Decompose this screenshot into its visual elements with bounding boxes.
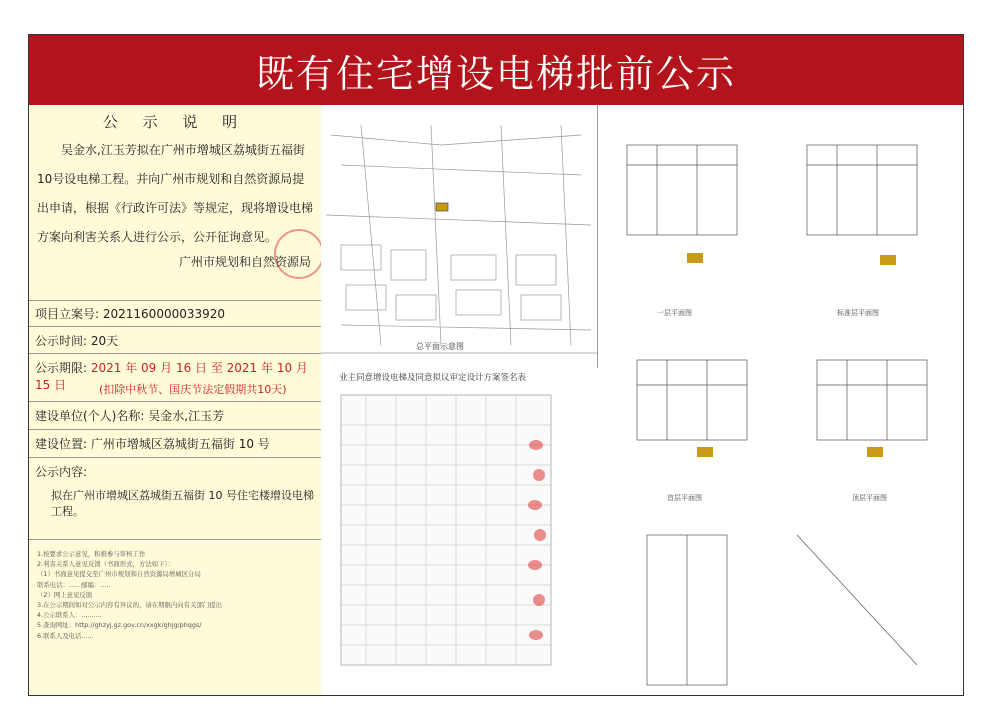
project-label: 项目立案号:	[35, 307, 100, 321]
notice-signature: 广州市规划和自然资源局	[179, 255, 312, 269]
divider	[29, 429, 321, 430]
builder-label: 建设单位(个人)名称:	[35, 409, 145, 423]
plan-caption: 标准层平面图	[837, 309, 879, 317]
note-line: 3.在公示期间如对公示内容有异议的，请在期限内向有关部门提出	[37, 601, 223, 610]
divider	[29, 457, 321, 458]
content-label: 公示内容:	[35, 465, 88, 479]
signature-table	[321, 367, 597, 695]
note-line: 1.按要求公示意见，积极参与审核工作	[37, 550, 146, 558]
site-plan-caption: 总平面示意图	[416, 342, 464, 351]
page-title: 既有住宅增设电梯批前公示	[255, 51, 736, 96]
content-value: 拟在广州市增城区荔城街五福街 10 号住宅楼增设电梯工程。	[51, 489, 314, 518]
note-line: 联系电话：..... 邮编：.....	[37, 580, 111, 589]
notes-list	[37, 549, 317, 641]
plan-caption: 顶层平面图	[852, 494, 887, 502]
note-line: 5.查询网址：http://ghzyj.gz.gov.cn/xxgk/ghjg/phqgs/	[37, 621, 202, 630]
floor-plans-drawing	[597, 105, 963, 695]
period-value: 20天	[90, 334, 119, 348]
divider	[29, 300, 321, 301]
table-heading: 业主同意增设电梯及同意拟议审定设计方案签名表	[339, 373, 527, 383]
note-line: （2）网上意见反馈	[37, 590, 93, 599]
notice-heading: 公 示 说 明	[102, 113, 248, 131]
divider	[29, 326, 321, 327]
note-line: （1）书面意见提交至广州市规划和自然资源局增城区分局	[37, 570, 201, 579]
divider	[29, 539, 321, 540]
site-plan	[321, 105, 598, 368]
plan-caption: 首层平面图	[667, 494, 702, 502]
notice-paragraph: 吴金水,江玉芳拟在广州市增城区荔城街五福街 10号设电梯工程。并向广州市规划和自然资源局提出申请，根据《行政许可法》等规定，现将增设电梯方案向利害关系人进行公示，公开征询意见。	[37, 143, 314, 244]
notice-panel	[29, 105, 322, 695]
builder-value: 吴金水,江玉芳	[148, 409, 225, 423]
deadline-note: (扣除中秋节、国庆节法定假期共10天)	[99, 383, 287, 396]
note-line: 2.利害关系人意见反馈（书面形式，方法如下）：	[37, 560, 175, 569]
project-number: 2021160000033920	[102, 307, 226, 321]
note-line: 6.联系人及电话......	[37, 631, 94, 640]
location-value: 广州市增城区荔城街五福街 10 号	[90, 437, 270, 451]
deadline-value: 2021 年 09 月 16 日 至 2021 年 10 月 15 日	[35, 361, 308, 392]
period-label: 公示时间:	[35, 334, 88, 348]
plan-caption: 一层平面图	[657, 309, 692, 317]
title-banner	[29, 35, 963, 105]
note-line: 4.公示联系人：..........	[37, 611, 102, 620]
notice-board	[28, 34, 964, 696]
site-plan-drawing	[321, 105, 597, 367]
divider	[29, 401, 321, 402]
location-label: 建设位置:	[35, 437, 88, 451]
deadline-label: 公示期限:	[35, 361, 88, 375]
table-grid	[321, 385, 597, 695]
divider	[29, 353, 321, 354]
floor-plans	[597, 105, 963, 695]
